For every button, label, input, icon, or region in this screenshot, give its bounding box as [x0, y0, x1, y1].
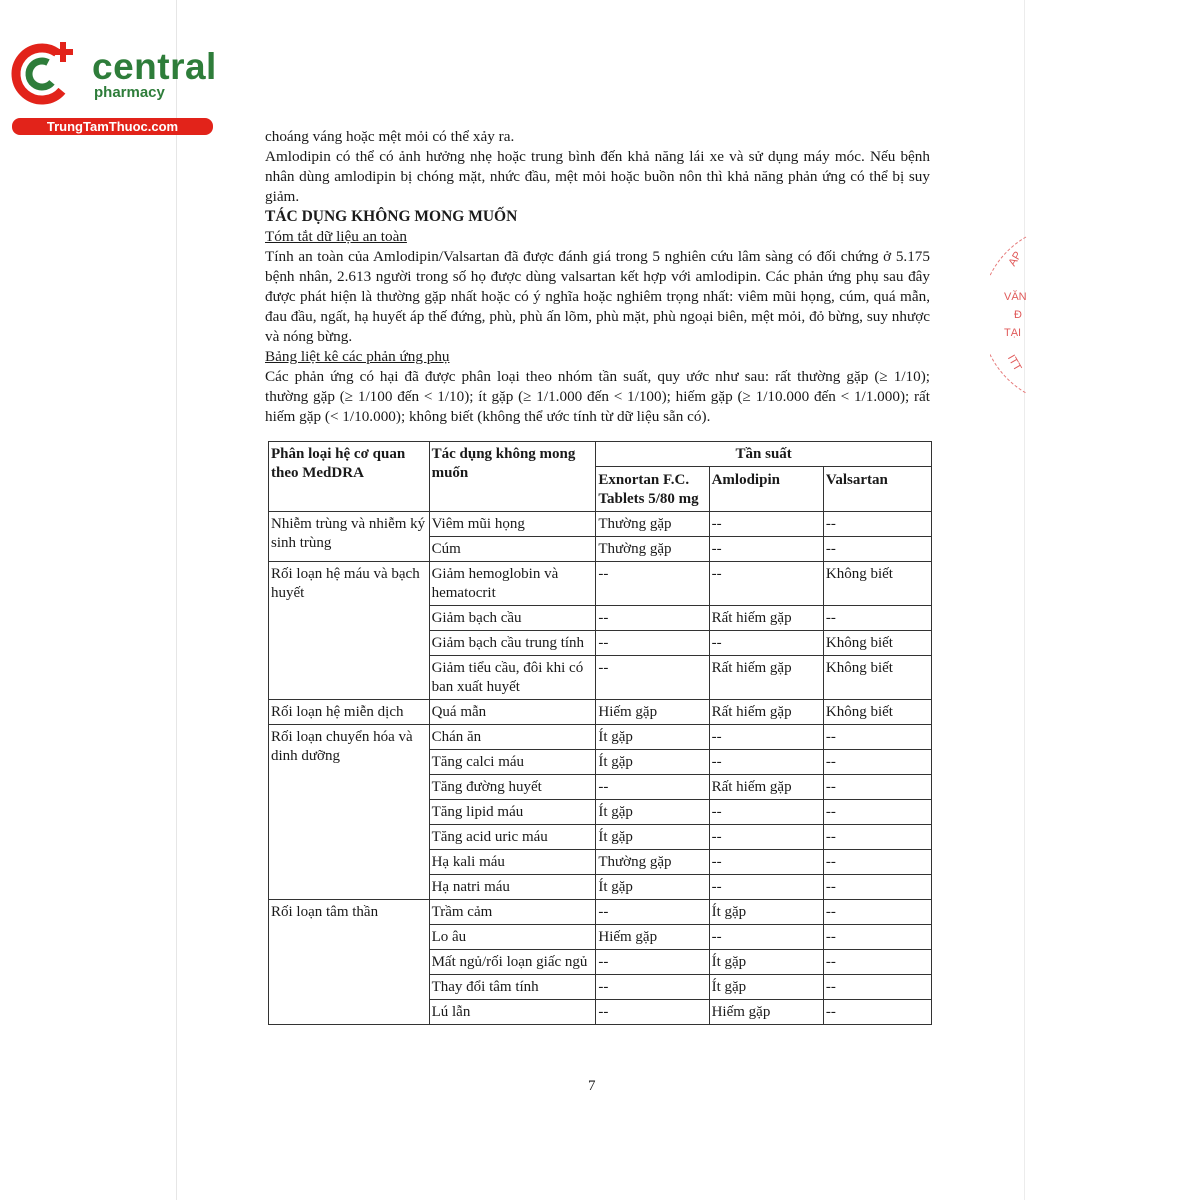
amlodipin-cell: Ít gặp: [709, 950, 823, 975]
valsartan-cell: --: [823, 900, 931, 925]
organ-class-cell: Nhiễm trùng và nhiễm ký sinh trùng: [269, 512, 430, 562]
valsartan-cell: --: [823, 512, 931, 537]
central-pharmacy-logo: [8, 36, 217, 136]
effect-cell: Giảm bạch cầu: [429, 606, 596, 631]
effect-cell: Lo âu: [429, 925, 596, 950]
amlodipin-cell: --: [709, 537, 823, 562]
stamp-text-1: AP: [1006, 249, 1025, 269]
amlodipin-cell: --: [709, 512, 823, 537]
effect-cell: Thay đổi tâm tính: [429, 975, 596, 1000]
pharmacy-logo-icon: [8, 36, 84, 106]
valsartan-cell: --: [823, 775, 931, 800]
exnortan-cell: --: [596, 775, 709, 800]
amlodipin-cell: Ít gặp: [709, 975, 823, 1000]
amlodipin-cell: --: [709, 925, 823, 950]
logo-subtitle: pharmacy: [94, 84, 165, 101]
header-adverse-effect: Tác dụng không mong muốn: [429, 442, 596, 512]
paragraph-3: Tính an toàn của Amlodipin/Valsartan đã được đánh giá trong 5 nghiên cứu lâm sàng có đối chứng ở 5.175 bệnh nhân, 2.613 người trong số họ được dùng valsartan kết hợp với amlodipin. Các phản ứng phụ sau đây được phát hiện là thường gặp nhất hoặc có ý nghĩa hoặc nghiêm trọng nhất: viêm mũi họng, cúm, quá mẫn, đau đầu, ngất, hạ huyết áp thế đứng, phù, phù ấn lõm, phù mặt, phù ngoại biên, mệt mỏi, đỏ bừng, suy nhược và nóng bừng.: [265, 248, 930, 345]
exnortan-cell: --: [596, 656, 709, 700]
stamp-text-5: ITT: [1004, 352, 1024, 374]
valsartan-cell: Không biết: [823, 631, 931, 656]
amlodipin-cell: Rất hiếm gặp: [709, 700, 823, 725]
logo-website-banner: TrungTamThuoc.com: [12, 118, 213, 135]
effect-cell: Quá mẫn: [429, 700, 596, 725]
effect-cell: Giảm bạch cầu trung tính: [429, 631, 596, 656]
valsartan-cell: --: [823, 875, 931, 900]
subheading-safety-summary: [265, 227, 930, 247]
effect-cell: Lú lẫn: [429, 1000, 596, 1025]
header-amlodipin: Amlodipin: [709, 467, 823, 512]
effect-cell: Tăng acid uric máu: [429, 825, 596, 850]
header-frequency: Tần suất: [596, 442, 932, 467]
exnortan-cell: Hiếm gặp: [596, 700, 709, 725]
paragraph-4: Các phản ứng có hại đã được phân loại theo nhóm tần suất, quy ước như sau: rất thường gặp (≥ 1/10); thường gặp (≥ 1/100 đến < 1/10); ít gặp (≥ 1/1.000 đến < 1/100); hiếm gặp (≥ 1/10.000 đến < 1/1.000); rất hiếm gặp (< 1/10.000); không biết (không thể ước tính từ dữ liệu sẵn có).: [265, 368, 930, 425]
amlodipin-cell: --: [709, 725, 823, 750]
section-heading: TÁC DỤNG KHÔNG MONG MUỐN: [265, 208, 518, 225]
effect-cell: Cúm: [429, 537, 596, 562]
exnortan-cell: Ít gặp: [596, 825, 709, 850]
effect-cell: Mất ngủ/rối loạn giấc ngủ: [429, 950, 596, 975]
exnortan-cell: --: [596, 1000, 709, 1025]
valsartan-cell: Không biết: [823, 700, 931, 725]
exnortan-cell: Hiếm gặp: [596, 925, 709, 950]
page-edge-left: [176, 0, 177, 1200]
page-number: 7: [588, 1078, 596, 1094]
amlodipin-cell: Ít gặp: [709, 900, 823, 925]
exnortan-cell: Thường gặp: [596, 512, 709, 537]
effect-cell: Giảm tiểu cầu, đôi khi có ban xuất huyết: [429, 656, 596, 700]
valsartan-cell: --: [823, 850, 931, 875]
exnortan-cell: Thường gặp: [596, 850, 709, 875]
exnortan-cell: --: [596, 562, 709, 606]
amlodipin-cell: --: [709, 875, 823, 900]
valsartan-cell: --: [823, 606, 931, 631]
amlodipin-cell: --: [709, 850, 823, 875]
stamp-text-3: Đ: [1014, 309, 1022, 321]
amlodipin-cell: --: [709, 562, 823, 606]
subheading-safety-summary-text: Tóm tắt dữ liệu an toàn: [265, 228, 407, 245]
header-exnortan: Exnortan F.C. Tablets 5/80 mg: [596, 467, 709, 512]
exnortan-cell: Ít gặp: [596, 725, 709, 750]
valsartan-cell: --: [823, 925, 931, 950]
document-body: [265, 127, 930, 427]
subheading-adverse-list-text: Bảng liệt kê các phản ứng phụ: [265, 348, 450, 365]
amlodipin-cell: Hiếm gặp: [709, 1000, 823, 1025]
paragraph-1: choáng váng hoặc mệt mỏi có thể xảy ra.: [265, 128, 515, 145]
stamp-text-4: TẠI: [1004, 327, 1022, 339]
exnortan-cell: --: [596, 900, 709, 925]
exnortan-cell: --: [596, 975, 709, 1000]
exnortan-cell: --: [596, 631, 709, 656]
organ-class-cell: Rối loạn tâm thần: [269, 900, 430, 1025]
amlodipin-cell: Rất hiếm gặp: [709, 775, 823, 800]
exnortan-cell: --: [596, 606, 709, 631]
amlodipin-cell: --: [709, 800, 823, 825]
table-header-row: [269, 442, 932, 467]
paragraph-2: Amlodipin có thể có ảnh hưởng nhẹ hoặc trung bình đến khả năng lái xe và sử dụng máy móc. Nếu bệnh nhân dùng amlodipin bị chóng mặt, nhức đầu, mệt mỏi hoặc buồn nôn thì khả năng phản ứng có thể bị suy giảm.: [265, 148, 930, 205]
effect-cell: Hạ natri máu: [429, 875, 596, 900]
exnortan-cell: --: [596, 950, 709, 975]
effect-cell: Tăng đường huyết: [429, 775, 596, 800]
effect-cell: Hạ kali máu: [429, 850, 596, 875]
amlodipin-cell: Rất hiếm gặp: [709, 606, 823, 631]
organ-class-cell: Rối loạn chuyển hóa và dinh dưỡng: [269, 725, 430, 900]
stamp-text-2: VĂN: [1004, 291, 1027, 303]
valsartan-cell: --: [823, 750, 931, 775]
effect-cell: Viêm mũi họng: [429, 512, 596, 537]
effect-cell: Tăng lipid máu: [429, 800, 596, 825]
valsartan-cell: --: [823, 825, 931, 850]
effect-cell: Tăng calci máu: [429, 750, 596, 775]
subheading-adverse-list: [265, 347, 930, 367]
exnortan-cell: Ít gặp: [596, 875, 709, 900]
table-row: [269, 725, 932, 750]
logo-brand: central: [92, 46, 217, 87]
exnortan-cell: Thường gặp: [596, 537, 709, 562]
valsartan-cell: --: [823, 975, 931, 1000]
page-edge-right: [1024, 0, 1025, 1200]
amlodipin-cell: --: [709, 825, 823, 850]
header-organ-class: Phân loại hệ cơ quan theo MedDRA: [269, 442, 430, 512]
valsartan-cell: --: [823, 950, 931, 975]
effect-cell: Trầm cảm: [429, 900, 596, 925]
valsartan-cell: Không biết: [823, 656, 931, 700]
header-valsartan: Valsartan: [823, 467, 931, 512]
valsartan-cell: --: [823, 725, 931, 750]
table-row: [269, 700, 932, 725]
table-row: [269, 900, 932, 925]
valsartan-cell: --: [823, 537, 931, 562]
adverse-reactions-table: [268, 441, 932, 1025]
organ-class-cell: Rối loạn hệ máu và bạch huyết: [269, 562, 430, 700]
valsartan-cell: Không biết: [823, 562, 931, 606]
organ-class-cell: Rối loạn hệ miễn dịch: [269, 700, 430, 725]
table-row: [269, 512, 932, 537]
valsartan-cell: --: [823, 1000, 931, 1025]
effect-cell: Chán ăn: [429, 725, 596, 750]
table-row: [269, 562, 932, 606]
amlodipin-cell: --: [709, 750, 823, 775]
amlodipin-cell: Rất hiếm gặp: [709, 656, 823, 700]
amlodipin-cell: --: [709, 631, 823, 656]
stamp-fragment: [990, 235, 1030, 395]
exnortan-cell: Ít gặp: [596, 750, 709, 775]
exnortan-cell: Ít gặp: [596, 800, 709, 825]
effect-cell: Giảm hemoglobin và hematocrit: [429, 562, 596, 606]
valsartan-cell: --: [823, 800, 931, 825]
